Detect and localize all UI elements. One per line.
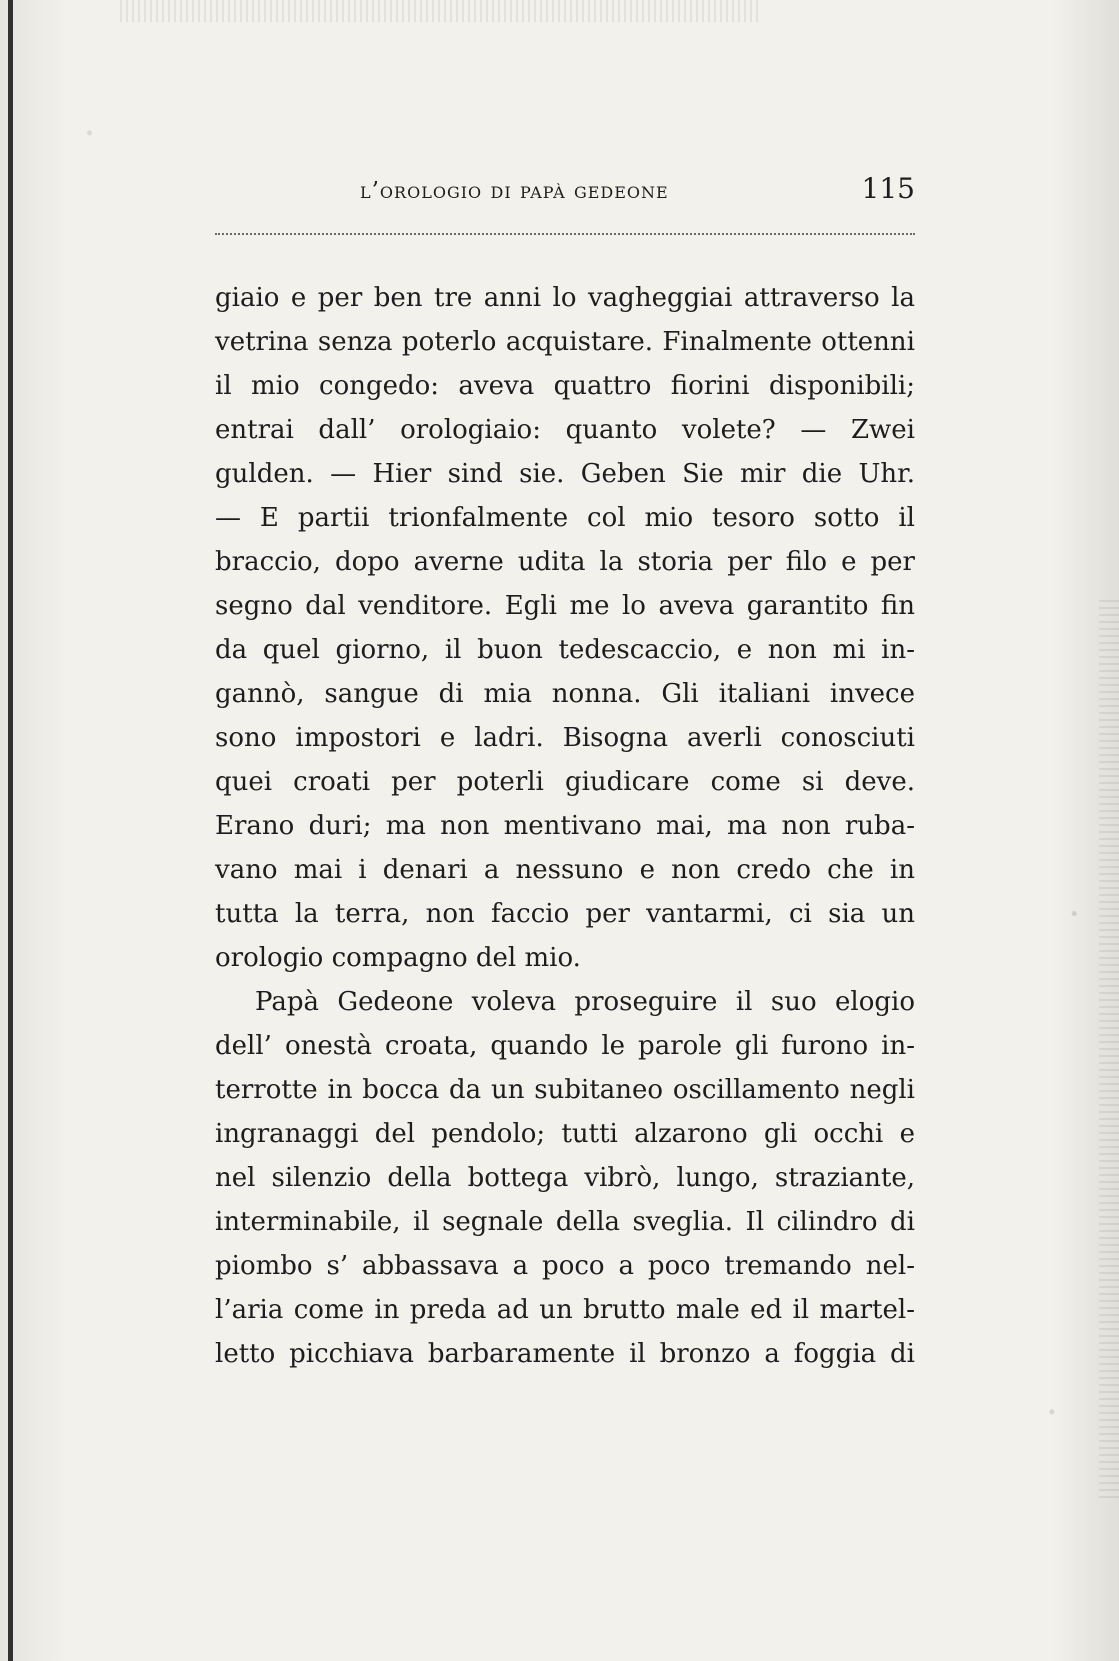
text-line: Erano duri; ma non mentivano mai, ma non ruba- — [215, 811, 915, 841]
text-line: — E partii trionfalmente col mio tesoro sotto il — [215, 503, 915, 533]
text-line: dell’ onestà croata, quando le parole gli furono in- — [215, 1031, 915, 1061]
text-line: piombo s’ abbassava a poco a poco tremando nel- — [215, 1251, 915, 1281]
binding-edge — [8, 0, 13, 1661]
text-line: orologio compagno del mio. — [215, 943, 581, 973]
text-line: nel silenzio della bottega vibrò, lungo, straziante, — [215, 1163, 915, 1193]
text-line: vano mai i denari a nessuno e non credo che in — [215, 855, 915, 885]
text-line: terrotte in bocca da un subitaneo oscillamento negli — [215, 1075, 915, 1105]
text-line: il mio congedo: aveva quattro fiorini disponibili; — [215, 371, 915, 401]
text-line: gannò, sangue di mia nonna. Gli italiani invece — [215, 679, 915, 709]
text-line: segno dal venditore. Egli me lo aveva garantito fin — [215, 591, 915, 621]
page-header — [215, 172, 915, 212]
text-line: tutta la terra, non faccio per vantarmi, ci sia un — [215, 899, 915, 929]
text-line: Papà Gedeone voleva proseguire il suo elogio — [255, 987, 915, 1017]
page-number: 115 — [861, 172, 915, 205]
body-text — [215, 276, 915, 1376]
text-line: giaio e per ben tre anni lo vagheggiai attraverso la — [215, 283, 915, 313]
text-line: ingranaggi del pendolo; tutti alzarono gli occhi e — [215, 1119, 915, 1149]
text-line: entrai dall’ orologiaio: quanto volete? — Zwei — [215, 415, 915, 445]
text-line: braccio, dopo averne udita la storia per filo e per — [215, 547, 915, 577]
text-line: interminabile, il segnale della sveglia. Il cilindro di — [215, 1207, 915, 1237]
text-line: quei croati per poterli giudicare come si deve. — [215, 767, 915, 797]
header-rule — [215, 233, 915, 235]
scan-noise-right — [1099, 600, 1119, 1500]
text-line: sono impostori e ladri. Bisogna averli conosciuti — [215, 723, 915, 753]
scan-noise-top — [120, 0, 760, 22]
text-line: l’aria come in preda ad un brutto male ed il martel- — [215, 1295, 915, 1325]
text-line: da quel giorno, il buon tedescaccio, e non mi in- — [215, 635, 915, 665]
text-line: letto picchiava barbaramente il bronzo a foggia di — [215, 1339, 915, 1369]
running-title: l’orologio di papà gedeone — [360, 178, 669, 204]
text-line: gulden. — Hier sind sie. Geben Sie mir die Uhr. — [215, 459, 915, 489]
text-line: vetrina senza poterlo acquistare. Finalmente ottenni — [215, 327, 915, 357]
